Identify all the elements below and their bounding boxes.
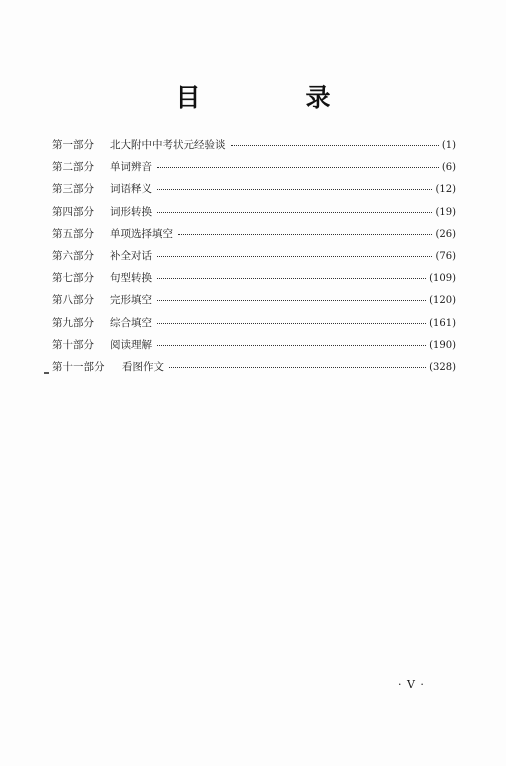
toc-entry	[52, 156, 456, 178]
toc-page-number: (161)	[429, 317, 456, 329]
toc-entry-title: 完形填空	[110, 294, 152, 307]
toc-part-number: 第八部分	[52, 294, 94, 307]
dot-leader	[157, 290, 426, 301]
dot-leader	[178, 224, 432, 235]
page-title: 目 录	[175, 83, 371, 112]
toc-page-number: (328)	[429, 361, 456, 373]
toc-page-number: (1)	[441, 140, 456, 151]
dot-leader	[157, 179, 432, 190]
toc-entry-title: 看图作文	[122, 360, 164, 373]
toc-part-number: 第五部分	[52, 227, 94, 240]
toc-entry	[52, 178, 456, 200]
toc-page-number: (19)	[435, 206, 456, 218]
toc-part-number: 第二部分	[52, 161, 94, 174]
page-folio: · V ·	[398, 678, 425, 691]
toc-entry	[52, 334, 456, 356]
toc-entry	[52, 201, 456, 223]
dot-leader	[157, 202, 432, 213]
toc-part-number: 第九部分	[52, 316, 94, 329]
toc-page-number: (6)	[441, 162, 456, 174]
toc-page-number: (190)	[429, 339, 456, 351]
toc-entry	[52, 289, 456, 311]
toc-entry-title: 北大附中中考状元经验谈	[110, 139, 226, 151]
toc-page-number: (76)	[435, 250, 456, 262]
toc-part-number: 第三部分	[52, 183, 94, 196]
toc-part-number: 第一部分	[52, 139, 94, 151]
dot-leader	[157, 157, 439, 168]
toc-page-number: (109)	[429, 273, 456, 285]
toc-entry	[52, 134, 456, 156]
dot-leader	[231, 135, 439, 146]
toc-entry	[52, 245, 456, 267]
toc-entry-title: 综合填空	[110, 316, 152, 329]
toc-entry-title: 词语释义	[110, 183, 152, 196]
toc-part-number: 第六部分	[52, 249, 94, 262]
toc-part-number: 第十一部分	[52, 360, 105, 373]
toc-entry	[52, 356, 456, 378]
toc-part-number: 第十部分	[52, 338, 94, 351]
toc-entry-title: 句型转换	[110, 272, 152, 285]
toc-entry	[52, 267, 456, 289]
dot-leader	[157, 268, 426, 279]
toc-part-number: 第七部分	[52, 272, 94, 285]
stray-print-mark	[44, 372, 49, 374]
dot-leader	[157, 313, 426, 324]
toc-entry-title: 单项选择填空	[110, 227, 173, 240]
toc-entry-title: 补全对话	[110, 249, 152, 262]
toc-entry-title: 单词辨音	[110, 161, 152, 174]
toc-part-number: 第四部分	[52, 205, 94, 218]
toc-entry	[52, 312, 456, 334]
table-of-contents	[52, 134, 456, 378]
toc-entry	[52, 223, 456, 245]
dot-leader	[157, 246, 432, 257]
toc-page-number: (120)	[429, 295, 456, 307]
toc-entry-title: 词形转换	[110, 205, 152, 218]
toc-page-number: (12)	[435, 184, 456, 196]
dot-leader	[157, 335, 426, 346]
toc-entry-title: 阅读理解	[110, 338, 152, 351]
toc-page-number: (26)	[435, 228, 456, 240]
dot-leader	[169, 357, 426, 368]
